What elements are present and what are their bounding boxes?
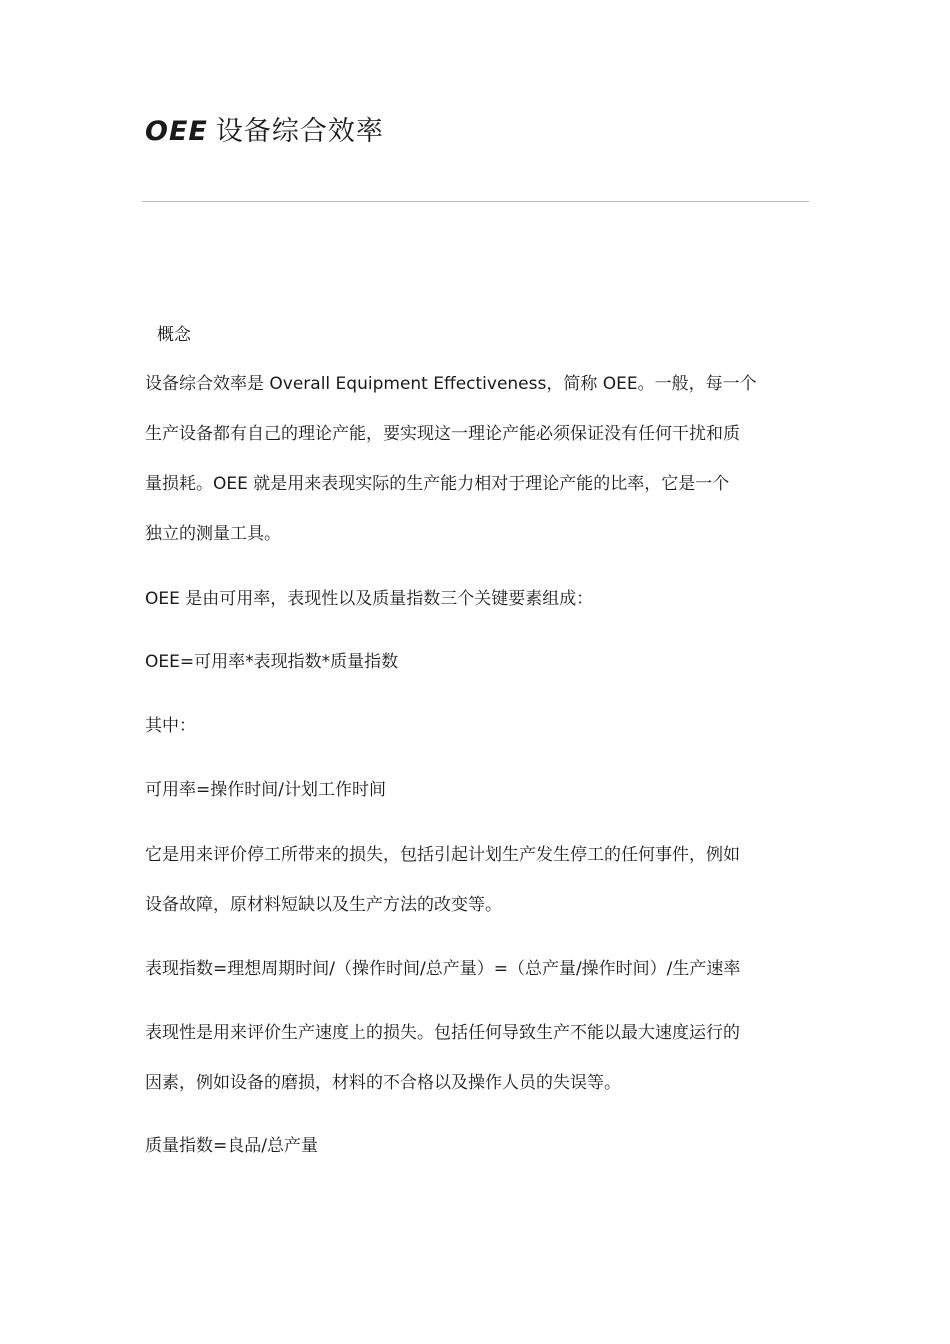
paragraph-line: 表现性是用来评价生产速度上的损失。包括任何导致生产不能以最大速度运行的 <box>145 1023 740 1043</box>
paragraph-availability <box>145 830 813 930</box>
formula-performance <box>145 944 813 994</box>
paragraph-components <box>145 574 813 624</box>
page-title <box>145 112 384 152</box>
paragraph-line: OEE=可用率*表现指数*质量指数 <box>145 652 399 672</box>
paragraph-performance <box>145 1008 813 1108</box>
title-text: 设备综合效率 <box>215 116 384 147</box>
paragraph-definition <box>145 359 813 559</box>
paragraph-line: 质量指数=良品/总产量 <box>145 1136 318 1156</box>
paragraph-line: 可用率=操作时间/计划工作时间 <box>145 780 386 800</box>
paragraph-line: 它是用来评价停工所带来的损失，包括引起计划生产发生停工的任何事件，例如 <box>145 845 740 865</box>
formula-oee <box>145 637 813 687</box>
title-divider <box>142 201 809 202</box>
paragraph-line: 因素，例如设备的磨损，材料的不合格以及操作人员的失误等。 <box>145 1073 621 1093</box>
paragraph-line: 生产设备都有自己的理论产能，要实现这一理论产能必须保证没有任何干扰和质 <box>145 424 740 444</box>
title-abbreviation: OEE <box>145 116 208 147</box>
paragraph-where <box>145 701 813 751</box>
paragraph-line: 其中： <box>145 716 196 736</box>
paragraph-line: 设备综合效率是 Overall Equipment Effectiveness，简称 OEE。一般，每一个 <box>145 374 757 394</box>
paragraph-line: 表现指数=理想周期时间/（操作时间/总产量）=（总产量/操作时间）/生产速率 <box>145 959 741 979</box>
paragraph-line: 量损耗。OEE 就是用来表现实际的生产能力相对于理论产能的比率，它是一个 <box>145 474 730 494</box>
paragraph-line: 独立的测量工具。 <box>145 524 281 544</box>
formula-quality <box>145 1121 813 1171</box>
section-heading: 概念 <box>157 325 191 345</box>
formula-availability <box>145 765 813 815</box>
paragraph-line: OEE 是由可用率，表现性以及质量指数三个关键要素组成： <box>145 589 594 609</box>
paragraph-line: 设备故障，原材料短缺以及生产方法的改变等。 <box>145 895 502 915</box>
